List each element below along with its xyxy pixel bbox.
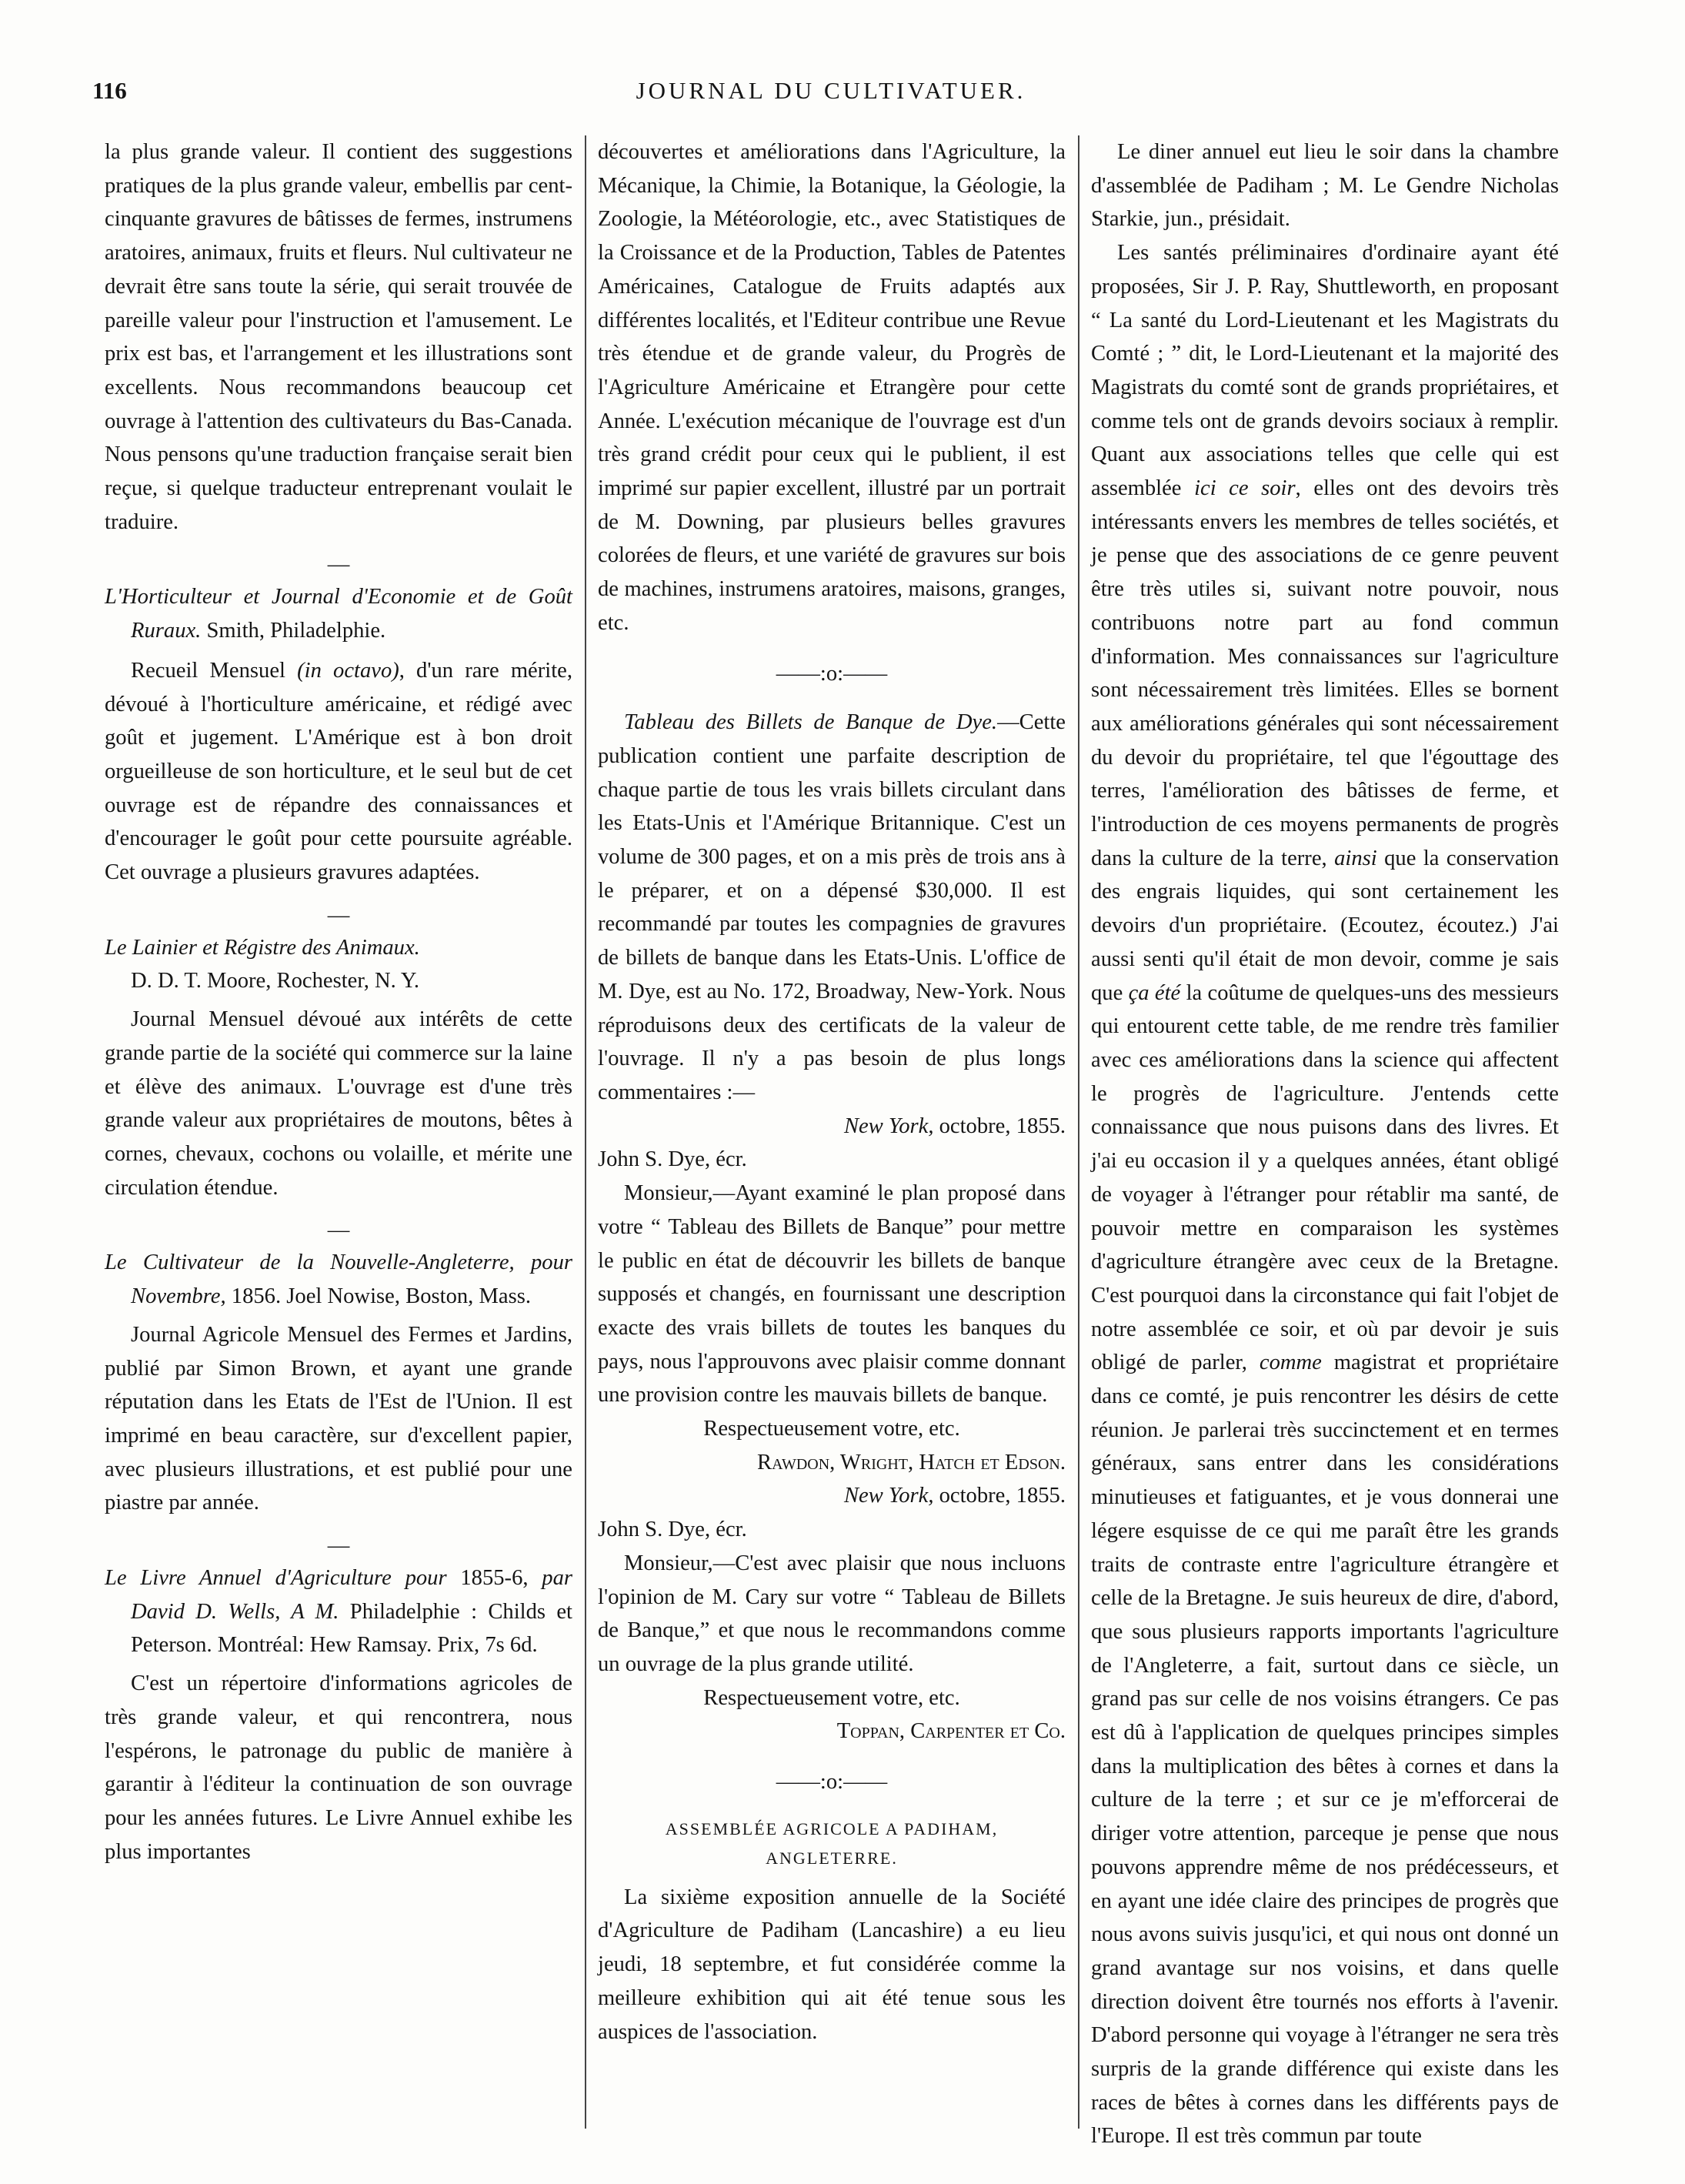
paragraph: découvertes et améliorations dans l'Agriculture, la Mécanique, la Chimie, la Botanique, la Géologie, la Zoologie, la Météorologie, etc., avec Statistiques de la Croissance et de la Production, Tables de Patentes Américaines, Catalogue de Fruits adaptés aux différentes localités, et l'Editeur contribue une Revue très étendue et de grande valeur, du Progrès de l'Agriculture Américaine et Etrangère pour cette Année. L'exécution mécanique de l'ouvrage est d'un très grand crédit pour ceux qui le publient, il est imprimé sur papier excellent, illustré par un portrait de M. Downing, par plusieurs belles gravures colorées de fleurs, et une variété de gravures sur bois de machines, instrumens aratoires, maisons, granges, etc. [598, 140, 1066, 635]
column-1 [105, 135, 572, 2136]
entry-body-horticulteur: Recueil Mensuel (in octavo), d'un rare mérite, dévoué à l'horticulture américaine, et rédigé avec goût et jugement. L'Amérique est à bon droit orgueilleuse de son horticulture, et le seul but de cet ouvrage est de répandre des connaissances et d'encourager le goût pour cette poursuite agréable. Cet ouvrage a plusieurs gravures adaptées. [105, 658, 573, 885]
column-3 [1091, 135, 1560, 2149]
entry-title-livre-annuel: Le Livre Annuel d'Agriculture pour 1855-6, par David D. Wells, A M. Philadelphie : Childs et Peterson. Montréal: Hew Ramsay. Prix, 7s 6d. [105, 1566, 573, 1658]
entry-publisher-lainier: D. D. T. Moore, Rochester, N. Y. [131, 969, 420, 993]
divider: — [327, 553, 350, 577]
letter-closing: Respectueusement votre, etc. [703, 1685, 960, 1710]
section-heading: ASSEMBLÉE AGRICOLE A PADIHAM, ANGLETERRE. [665, 1818, 999, 1868]
divider: — [327, 1218, 350, 1243]
section-separator: ——:o:—— [776, 1770, 888, 1795]
letter-dateline: New York, octobre, 1855. [843, 1484, 1066, 1508]
column-rule-right [1078, 135, 1079, 2129]
letter-closing: Respectueusement votre, etc. [703, 1417, 960, 1441]
letter-signature: Rawdon, Wright, Hatch et Edson. [757, 1450, 1066, 1474]
running-head: JOURNAL DU CULTIVATUER. [636, 77, 1026, 104]
column-rule-left [585, 135, 586, 2129]
letter-addressee: John S. Dye, écr. [598, 1518, 747, 1542]
entry-body-lainier: Journal Mensuel dévoué aux intérêts de cette grande partie de la société qui commerce sur la laine et élève des animaux. L'ouvrage est d'une très grande valeur aux propriétaires de moutons, bêtes à cornes, chevaux, cochons ou volaille, et mérite une circulation étendue. [105, 1007, 572, 1200]
paragraph: la plus grande valeur. Il contient des suggestions pratiques de la plus grande valeur, embellis par cent-cinquante gravures de bâtisses de fermes, instrumens aratoires, animaux, fruits et fleurs. Nul cultivateur ne devrait être sans toute la série, qui serait trouvée de pareille valeur pour l'instruction et l'amusement. Le prix est bas, et l'arrangement et les illustrations sont excellents. Nous recommandons beaucoup cet ouvrage à l'attention des cultivateurs du Bas-Canada. Nous pensons qu'une traduction française serait bien reçue, si quelque traducteur entreprenant voulait le traduire. [105, 140, 572, 534]
letter-body: Monsieur,—C'est avec plaisir que nous incluons l'opinion de M. Cary sur votre “ Tableau de Billets de Banque,” et que nous le recommandons comme un ouvrage de la plus grande utilité. [598, 1551, 1066, 1676]
entry-title-horticulteur: L'Horticulteur et Journal d'Economie et de Goût Ruraux. Smith, Philadelphie. [105, 585, 572, 643]
paragraph: La sixième exposition annuelle de la Société d'Agriculture de Padiham (Lancashire) a eu lieu jeudi, 18 septembre, et fut considérée comme la meilleure exhibition qui ait été tenue sous les auspices de l'association. [598, 1885, 1066, 2044]
divider: — [327, 903, 350, 927]
letter-addressee: John S. Dye, écr. [598, 1147, 747, 1172]
entry-title-lainier: Le Lainier et Régistre des Animaux. [105, 935, 420, 960]
letter-body: Monsieur,—Ayant examiné le plan proposé dans votre “ Tableau des Billets de Banque” pour mettre le public en état de découvrir les billets de banque supposés et changés, en fournissant une description exacte des vrais billets de toutes les banques du pays, nous l'approuvons avec plaisir comme donnant une provision contre les mauvais billets de banque. [598, 1181, 1066, 1408]
page-number: 116 [92, 77, 127, 104]
paragraph: Le diner annuel eut lieu le soir dans la chambre d'assemblée de Padiham ; M. Le Gendre Nicholas Starkie, jun., présidait. [1091, 140, 1559, 232]
column-2 [598, 135, 1066, 2136]
entry-body-dye: Tableau des Billets de Banque de Dye.—Cette publication contient une parfaite description de chaque partie de tous les vrais billets circulant dans les Etats-Unis et l'Amérique Britannique. C'est un volume de 300 pages, et on a mis près de trois ans à le préparer, et on a dépensé $30,000. Il est recommandé par toutes les compagnies de gravures de billets de banque dans les Etats-Unis. L'office de M. Dye, est au No. 172, Broadway, New-York. Nous réproduisons deux des certificats de la valeur de l'ouvrage. Il n'y a pas besoin de plus longs commentaires :— [598, 710, 1066, 1104]
entry-body-livre-annuel: C'est un répertoire d'informations agricoles de très grande valeur, et qui rencontrera, nous l'espérons, le patronage du public de manière à garantir à l'éditeur la continuation de son ouvrage pour les années futures. Le Livre Annuel exhibe les plus importantes [105, 1671, 572, 1864]
paragraph: Les santés préliminaires d'ordinaire ayant été proposées, Sir J. P. Ray, Shuttleworth, en proposant “ La santé du Lord-Lieutenant et les Magistrats du Comté ; ” dit, le Lord-Lieutenant et la majorité des Magistrats du comté sont de grands propriétaires, et comme tels ont de grands devoirs sociaux à remplir. Quant aux associations telles que celle qui est assemblée ici ce soir, elles ont des devoirs très intéressants envers les membres de telles sociétés, et je pense que des associations de ce genre peuvent être très utiles si, suivant notre pouvoir, nous contribuons notre part au fond commun d'information. Mes connaissances sur l'agriculture sont nécessairement très limitées. Elles se bornent aux améliorations générales qui sont nécessairement du devoir du propriétaire, tel que l'égouttage des terres, l'amélioration des bâtisses de ferme, et l'introduction de ces moyens permanents de progrès dans la culture de la terre, ainsi que la conservation des engrais liquides, qui sont certainement les devoirs d'un propriétaire. (Ecoutez, écoutez.) J'ai aussi senti qu'il était de mon devoir, comme je sais que ça été la coûtume de quelques-uns des messieurs qui entourent cette table, de me rendre très familier avec ces améliorations dans la science qui affectent le progrès de l'agriculture. J'entends cette connaissance que nous puisons dans des livres. Et j'ai eu occasion il y a quelques années, étant obligé de voyager à l'étranger pour rétablir ma santé, de pouvoir mettre en comparaison les systèmes d'agriculture étrangère avec ceux de la Bretagne. C'est pourquoi dans la circonstance qui fait l'objet de notre assemblée ce soir, et où par devoir je suis obligé de parler, comme magistrat et propriétaire dans ce comté, je puis rencontrer les désirs de cette réunion. Je parlerai très succinctement et en termes généraux, sans entrer dans les considérations minutieuses et fatiguantes, et je vous donnerai une légere esquisse de ce qui me paraît être les grands traits de contraste entre l'agriculture étrangère et celle de la Bretagne. Je suis heureux de dire, d'abord, que sous plusieurs rapports importants l'agriculture de l'Angleterre, a fait, surtout dans ce siècle, un grand pas sur celle de nos voisins étrangers. Ce pas est dû à l'application de quelques principes simples dans la multiplication des bêtes à cornes et dans la culture de la terre ; et sur ce je m'efforcerai de diriger votre attention, parceque je pense que nous pouvons apprendre même de nos prédécesseurs, et en ayant une idée claire des principes de progrès que nous avons suivis jusqu'ici, et qui nous ont donné un grand avantage sur nos voisins, et dans quelle direction doivent être tournés nos efforts à l'avenir. D'abord personne qui voyage à l'étranger ne sera très surpris de la grande différence qui existe dans les races de bêtes à cornes dans les différents pays de l'Europe. Il est très commun par toute [1091, 241, 1560, 2149]
entry-body-nouvelle-angleterre: Journal Agricole Mensuel des Fermes et Jardins, publié par Simon Brown, et ayant une grande réputation dans les Etats de l'Est de l'Union. Il est imprimé en beau caractère, sur d'excellent papier, avec plusieurs illustrations, et est publié pour une piastre par année. [105, 1322, 572, 1515]
letter-dateline: New York, octobre, 1855. [843, 1114, 1066, 1138]
entry-title-nouvelle-angleterre: Le Cultivateur de la Nouvelle-Angleterre, pour Novembre, 1856. Joel Nowise, Boston, Mass. [105, 1251, 572, 1309]
section-separator: ——:o:—— [776, 661, 888, 686]
letter-signature: Toppan, Carpenter et Co. [836, 1719, 1066, 1744]
divider: — [327, 1534, 350, 1558]
page-header [92, 77, 1570, 115]
